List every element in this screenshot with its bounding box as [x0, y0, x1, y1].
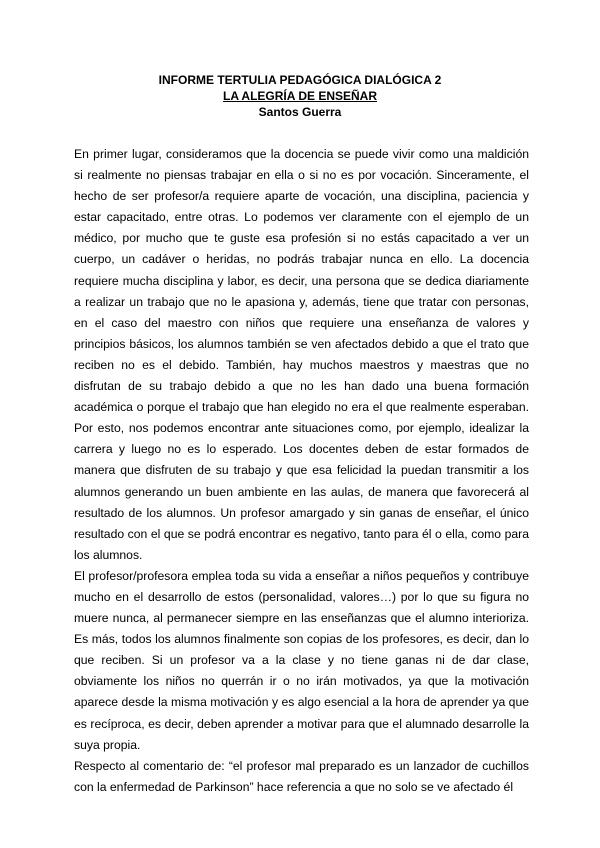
document-subtitle: LA ALEGRÍA DE ENSEÑAR — [222, 89, 377, 103]
document-title: INFORME TERTULIA PEDAGÓGICA DIALÓGICA 2 — [158, 73, 442, 87]
document-body — [74, 144, 529, 798]
document-header — [0, 72, 600, 120]
paragraph-2: El profesor/profesora emplea toda su vida a enseñar a niños pequeños y contribuye mucho en el desarrollo de estos (personalidad, valores…) por lo que su figura no muere nunca, al permanecer siempre en las enseñanzas que el alumno interioriza. Es más, todos los alumnos finalmente son copias de los profesores, es decir, dan lo que reciben. Si un profesor va a la clase y no tiene ganas ni de dar clase, obviamente los niños no querrán ir o no irán motivados, ya que la motivación aparece desde la misma motivación y es algo esencial a la hora de aprender ya que es recíproca, es decir, deben aprender a motivar para que el alumnado desarrolle la suya propia. — [74, 568, 529, 752]
paragraph-3: Respecto al comentario de: “el profesor mal preparado es un lanzador de cuchillos con la enfermedad de Parkinson” hace referencia a que no solo se ve afectado él — [74, 758, 529, 794]
document-author: Santos Guerra — [258, 105, 342, 119]
paragraph-1: En primer lugar, consideramos que la docencia se puede vivir como una maldición si realmente no piensas trabajar en ella o si no es por vocación. Sinceramente, el hecho de ser profesor/a requiere aparte de vocación, una disciplina, paciencia y estar capacitado, entre otras. Lo podemos ver claramente con el ejemplo de un médico, por mucho que te guste esa profesión si no estás capacitado a ver un cuerpo, un cadáver o heridas, no podrás trabajar nunca en ello. La docencia requiere mucha disciplina y labor, es decir, una persona que se dedica diariamente a realizar un trabajo que no le apasiona y, además, tiene que tratar con personas, en el caso del maestro con niños que requiere una enseñanza de valores y principios básicos, los alumnos también se ven afectados debido a que el trato que reciben no es el debido. También, hay muchos maestros y maestras que no disfrutan de su trabajo debido a que no les han dado una buena formación académica o porque el trabajo que han elegido no era el que realmente esperaban. Por esto, nos podemos encontrar ante situaciones como, por ejemplo, idealizar la carrera y luego no es lo esperado. Los docentes deben de estar formados de manera que disfruten de su trabajo y que esa felicidad la puedan transmitir a los alumnos generando un buen ambiente en las aulas, de manera que favorecerá al resultado de los alumnos. Un profesor amargado y sin ganas de enseñar, el único resultado con el que se podrá encontrar es negativo, tanto para él o ella, como para los alumnos. — [74, 147, 529, 562]
